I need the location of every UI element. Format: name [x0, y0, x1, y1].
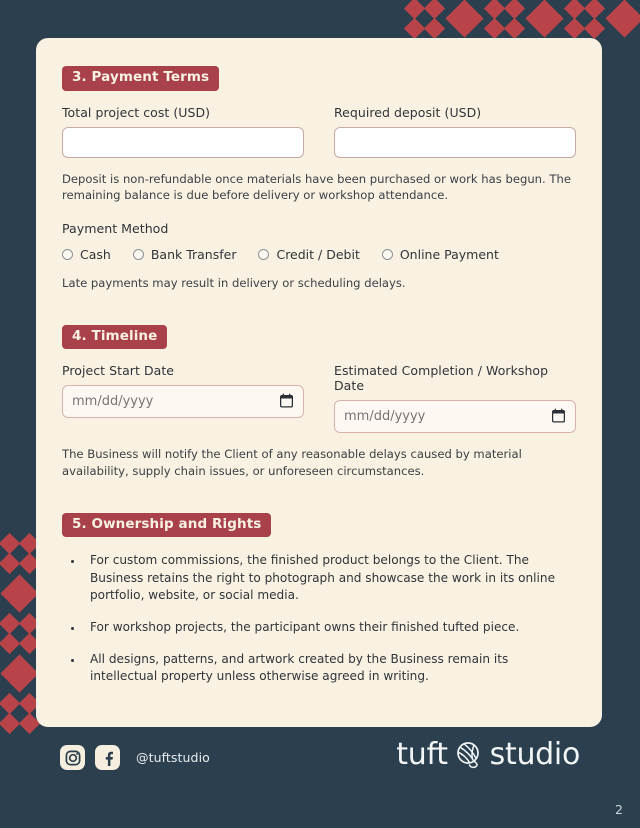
section-badge-ownership: 5. Ownership and Rights [62, 513, 271, 538]
diamond-large [604, 0, 640, 38]
decorative-diamond-pattern-top [406, 0, 640, 38]
payment-method-option-label: Online Payment [399, 247, 499, 263]
required-deposit-label: Required deposit (USD) [334, 104, 482, 120]
diamond-large [524, 0, 566, 38]
completion-date-input[interactable] [334, 400, 576, 433]
radio-icon[interactable] [382, 249, 393, 260]
project-start-date-wrapper [62, 385, 304, 418]
timeline-note: The Business will notify the Client of any reasonable delays caused by material availability, supply chain issues, or unforeseen circumstances. [62, 447, 522, 479]
payment-method-option-cash[interactable] [62, 247, 111, 262]
timeline-date-fields [62, 363, 576, 433]
diamond-large [1, 653, 39, 695]
payment-method-radio-group [62, 247, 576, 262]
diamond-cluster [1, 615, 39, 653]
facebook-icon[interactable] [95, 745, 120, 770]
completion-date-label: Estimated Completion / Workshop Date [334, 363, 549, 394]
brand-name-first: tuft [396, 737, 448, 772]
payment-amount-fields [62, 105, 576, 158]
radio-icon[interactable] [258, 249, 269, 260]
brand-name-second: studio [489, 737, 580, 772]
page-number: 2 [615, 802, 623, 817]
diamond-large [444, 0, 486, 38]
project-start-date-label: Project Start Date [62, 363, 175, 379]
payment-method-option-label: Credit / Debit [276, 247, 360, 263]
total-cost-field-group [62, 105, 304, 158]
deposit-note: Deposit is non-refundable once materials have been purchased or work has begun. The remaining balance is due before delivery or workshop attendance. [62, 171, 571, 203]
required-deposit-field-group [334, 105, 576, 158]
diamond-cluster [486, 0, 524, 38]
completion-date-wrapper [334, 400, 576, 433]
payment-method-label: Payment Method [62, 221, 169, 237]
payment-method-option-credit-debit[interactable] [258, 247, 359, 262]
list-item: • For workshop projects, the participant owns their finished tufted piece. [84, 619, 576, 636]
late-payment-note: Late payments may result in delivery or scheduling delays. [62, 276, 406, 291]
required-deposit-input[interactable] [334, 127, 576, 158]
ownership-bullet-list [62, 552, 576, 685]
section-payment-terms [62, 66, 576, 292]
section-badge-timeline: 4. Timeline [62, 325, 167, 350]
section-timeline [62, 325, 576, 480]
diamond-cluster [406, 0, 444, 38]
total-cost-label: Total project cost (USD) [62, 104, 211, 120]
radio-icon[interactable] [133, 249, 144, 260]
radio-icon[interactable] [62, 249, 73, 260]
diamond-cluster [1, 535, 39, 573]
social-links [60, 745, 210, 770]
brand-logo [396, 737, 580, 772]
diamond-cluster [566, 0, 604, 38]
diamond-large [1, 573, 39, 615]
project-start-date-group [62, 363, 304, 433]
social-handle: @tuftstudio [136, 750, 210, 765]
payment-method-option-bank-transfer[interactable] [133, 247, 237, 262]
instagram-icon[interactable] [60, 745, 85, 770]
payment-method-option-online-payment[interactable] [382, 247, 499, 262]
total-cost-input[interactable] [62, 127, 304, 158]
decorative-diamond-pattern-left [0, 535, 40, 733]
section-badge-payment-terms: 3. Payment Terms [62, 66, 219, 91]
list-item: • All designs, patterns, and artwork created by the Business remain its intellectual property unless otherwise agreed in writing. [84, 651, 576, 685]
form-card [36, 38, 602, 727]
payment-method-option-label: Cash [80, 247, 111, 263]
list-item: • For custom commissions, the finished product belongs to the Client. The Business retains the right to photograph and showcase the work in its online portfolio, website, or social media. [84, 552, 576, 604]
section-ownership-and-rights [62, 513, 576, 686]
yarn-ball-icon [452, 738, 486, 772]
project-start-date-input[interactable] [62, 385, 304, 418]
page-footer [0, 727, 640, 828]
completion-date-group [334, 363, 576, 433]
payment-method-option-label: Bank Transfer [150, 247, 237, 263]
